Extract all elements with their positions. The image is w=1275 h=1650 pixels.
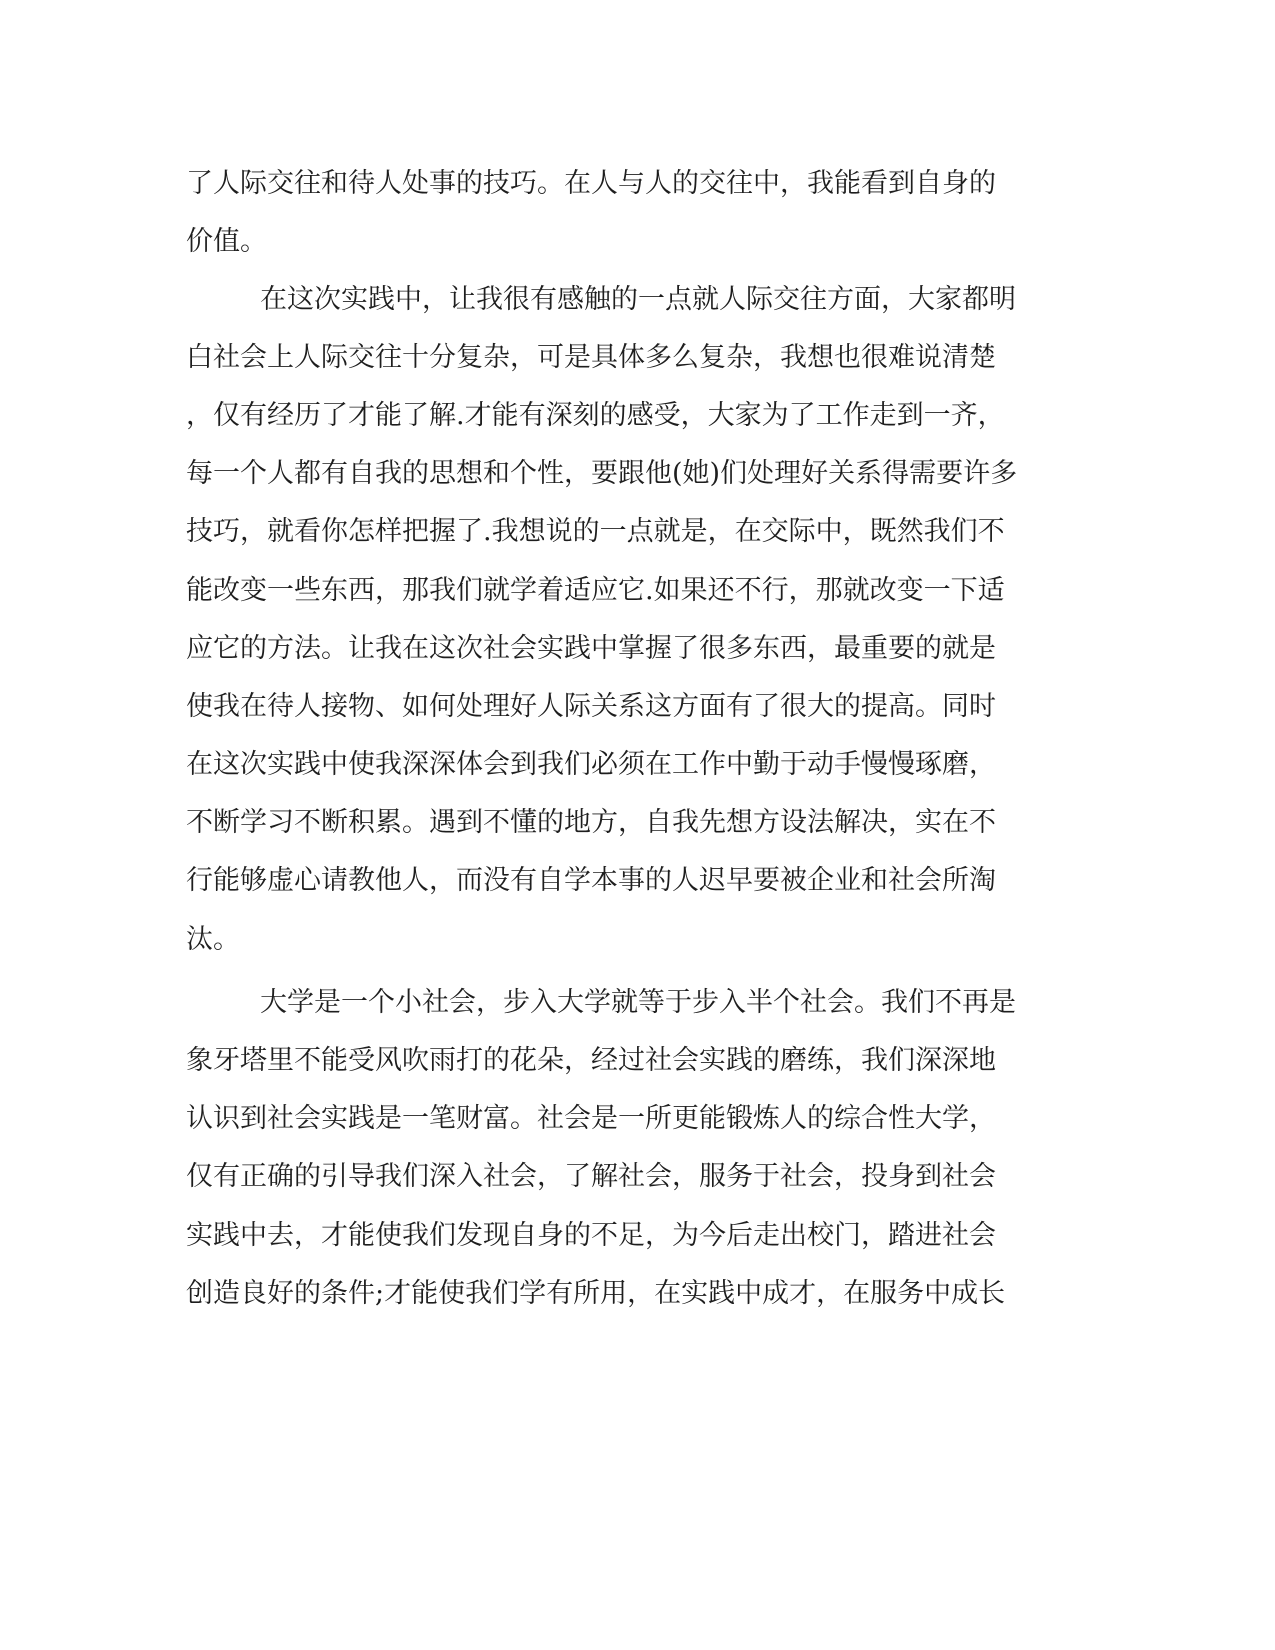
paragraph-2-line-3: ，仅有经历了才能了解.才能有深刻的感受，大家为了工作走到一齐， [186,400,1005,431]
paragraph-2-line-12: 汰。 [186,924,240,955]
paragraph-2-line-4: 每一个人都有自我的思想和个性，要跟他(她)们处理好关系得需要许多 [186,458,1018,489]
paragraph-1-line-2: 价值。 [186,226,267,257]
paragraph-2-line-10: 不断学习不断积累。遇到不懂的地方，自我先想方设法解决，实在不 [186,807,996,838]
paragraph-3-line-1: 大学是一个小社会，步入大学就等于步入半个社会。我们不再是 [260,987,1016,1018]
paragraph-2-line-1: 在这次实践中，让我很有感触的一点就人际交往方面，大家都明 [260,284,1016,315]
paragraph-2-line-9: 在这次实践中使我深深体会到我们必须在工作中勤于动手慢慢琢磨， [186,749,996,780]
paragraph-2-line-6: 能改变一些东西，那我们就学着适应它.如果还不行，那就改变一下适 [186,575,1005,606]
paragraph-2-line-5: 技巧，就看你怎样把握了.我想说的一点就是，在交际中，既然我们不 [186,516,1005,547]
paragraph-3-line-3: 认识到社会实践是一笔财富。社会是一所更能锻炼人的综合性大学， [186,1103,996,1134]
paragraph-3-line-6: 创造良好的条件;才能使我们学有所用，在实践中成才，在服务中成长 [186,1278,1006,1309]
paragraph-3-line-2: 象牙塔里不能受风吹雨打的花朵，经过社会实践的磨练，我们深深地 [186,1045,996,1076]
paragraph-1-line-1: 了人际交往和待人处事的技巧。在人与人的交往中，我能看到自身的 [186,168,996,199]
paragraph-2-line-8: 使我在待人接物、如何处理好人际关系这方面有了很大的提高。同时 [186,691,996,722]
paragraph-3-line-5: 实践中去，才能使我们发现自身的不足，为今后走出校门，踏进社会 [186,1220,996,1251]
paragraph-2-line-2: 白社会上人际交往十分复杂，可是具体多么复杂，我想也很难说清楚 [186,342,996,373]
paragraph-2-line-7: 应它的方法。让我在这次社会实践中掌握了很多东西，最重要的就是 [186,633,996,664]
paragraph-2-line-11: 行能够虚心请教他人，而没有自学本事的人迟早要被企业和社会所淘 [186,865,996,896]
paragraph-3-line-4: 仅有正确的引导我们深入社会，了解社会，服务于社会，投身到社会 [186,1161,996,1192]
